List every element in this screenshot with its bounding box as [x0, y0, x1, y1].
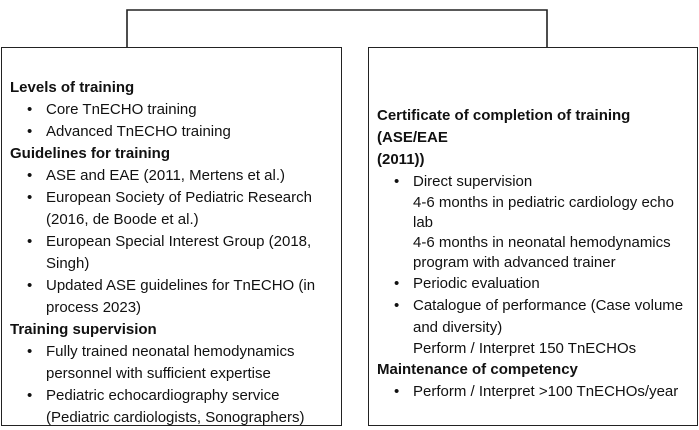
- list-item: • Perform / Interpret >100 TnECHOs/year: [377, 381, 697, 403]
- bullet-icon: •: [394, 275, 400, 292]
- bullet-icon: •: [27, 277, 33, 294]
- list-item: • European Special Interest Group (2018, Singh): [27, 233, 312, 272]
- bullet-icon: •: [27, 387, 33, 404]
- sub-line: 4-6 months in pediatric cardiology echo: [413, 194, 674, 211]
- maintenance-heading: Maintenance of competency: [377, 361, 578, 378]
- certification-box: [368, 47, 698, 426]
- bullet-icon: •: [27, 343, 33, 360]
- bullet-icon: •: [27, 233, 33, 250]
- list-item: • Fully trained neonatal hemodynamics personnel with sufficient expertise: [27, 343, 295, 382]
- bullet-icon: •: [27, 123, 33, 140]
- list-item: • ASE and EAE (2011, Mertens et al.): [10, 165, 341, 187]
- sub-line: Perform / Interpret 150 TnECHOs: [413, 340, 637, 357]
- list-item: • Core TnECHO training: [10, 99, 341, 121]
- list-item: • European Society of Pediatric Research (2016, de Boode et al.): [27, 189, 312, 228]
- bullet-icon: •: [394, 297, 400, 314]
- sub-line: program with advanced trainer: [413, 254, 616, 271]
- bullet-icon: •: [394, 383, 400, 400]
- training-levels-box: [1, 47, 342, 426]
- bullet-icon: •: [27, 167, 33, 184]
- sub-line: lab: [413, 214, 434, 231]
- levels-heading: Levels of training: [10, 79, 135, 96]
- bullet-icon: •: [27, 189, 33, 206]
- certificate-heading: Certificate of completion of training (ASE/EAE (2011)): [377, 107, 631, 168]
- list-item: • Periodic evaluation: [377, 273, 697, 295]
- list-item: • Updated ASE guidelines for TnECHO (in process 2023): [27, 277, 316, 316]
- sub-line: 4-6 months in neonatal hemodynamics: [413, 234, 671, 251]
- list-item: • Direct supervision: [377, 171, 697, 193]
- list-item: • Catalogue of performance (Case volume and diversity): [394, 297, 684, 336]
- bullet-icon: •: [27, 101, 33, 118]
- list-item: • Advanced TnECHO training: [10, 121, 341, 143]
- supervision-heading: Training supervision: [10, 321, 157, 338]
- bullet-icon: •: [394, 173, 400, 190]
- guidelines-heading: Guidelines for training: [10, 145, 171, 162]
- list-item: • Pediatric echocardiography service (Pediatric cardiologists, Sonographers): [27, 387, 305, 426]
